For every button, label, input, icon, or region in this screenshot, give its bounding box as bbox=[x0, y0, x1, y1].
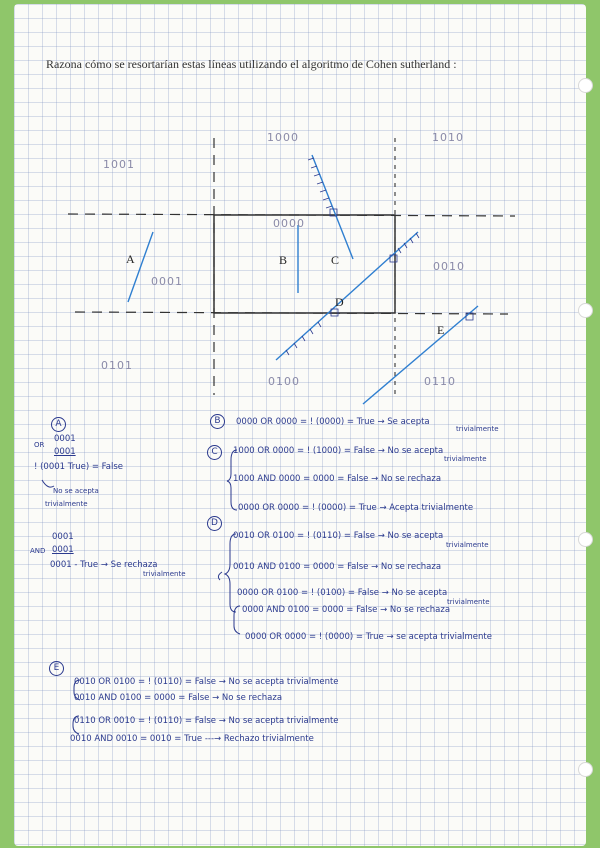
answer-e-line: 0010 OR 0100 = ! (0110) = False → No se acepta trivialmente bbox=[74, 677, 339, 687]
hand-arrow bbox=[42, 480, 54, 487]
answer-label-e: E bbox=[49, 661, 64, 676]
region-code-label: 0010 bbox=[433, 260, 465, 273]
line-label-a: A bbox=[126, 252, 135, 266]
brace bbox=[225, 534, 236, 612]
region-code-label: 0100 bbox=[268, 375, 300, 388]
answer-a-line: 0001 - True → Se rechaza bbox=[50, 560, 158, 570]
region-code-label: 1000 bbox=[267, 131, 299, 144]
answer-e-line: 0010 AND 0100 = 0000 = False → No se rechaza bbox=[74, 693, 283, 703]
line-label-c: C bbox=[331, 253, 340, 267]
region-code-label: 0000 bbox=[273, 217, 305, 230]
answer-b-line: trivialmente bbox=[456, 425, 499, 433]
region-code-label: 0001 bbox=[151, 275, 183, 288]
answer-c-line: 1000 OR 0000 = ! (1000) = False → No se acepta bbox=[233, 446, 444, 456]
operator-label: AND bbox=[30, 547, 46, 555]
answer-d-line: 0000 OR 0100 = ! (0100) = False → No se acepta bbox=[237, 588, 448, 598]
region-code-label: 0101 bbox=[101, 359, 133, 372]
answer-label-a: A bbox=[51, 417, 66, 432]
region-code-label: 1001 bbox=[103, 158, 135, 171]
brace bbox=[234, 606, 240, 634]
answer-c-line: 0000 OR 0000 = ! (0000) = True → Acepta trivialmente bbox=[238, 503, 474, 513]
answer-a-line: trivialmente bbox=[143, 570, 186, 578]
answer-d-line: trivialmente bbox=[447, 598, 490, 606]
answer-c-line: trivialmente bbox=[444, 455, 487, 463]
answer-a-line: 0001 bbox=[54, 434, 76, 444]
operator-label: OR bbox=[34, 441, 45, 449]
answer-d-line: 0010 OR 0100 = ! (0110) = False → No se acepta bbox=[233, 531, 444, 541]
line-label-b: B bbox=[279, 253, 288, 267]
line-label-d: D bbox=[335, 295, 344, 309]
region-code-label: 1010 bbox=[432, 131, 464, 144]
answer-c-line: 1000 AND 0000 = 0000 = False → No se rechaza bbox=[233, 474, 442, 484]
answer-a-line: 0001 bbox=[54, 447, 76, 457]
brace bbox=[227, 450, 237, 510]
answer-b-line: 0000 OR 0000 = ! (0000) = True → Se acepta bbox=[236, 417, 430, 427]
answer-d-line: 0010 AND 0100 = 0000 = False → No se rechaza bbox=[233, 562, 442, 572]
answer-d-line: trivialmente bbox=[446, 541, 489, 549]
region-code-label: 0110 bbox=[424, 375, 456, 388]
answer-label-c: C bbox=[207, 445, 222, 460]
answer-a-line: 0001 bbox=[52, 545, 74, 555]
answer-e-line: 0010 AND 0010 = 0010 = True ---→ Rechazo trivialmente bbox=[70, 734, 314, 744]
answer-label-d: D bbox=[207, 516, 222, 531]
exercise-title: Razona cómo se resortarían estas líneas utilizando el algoritmo de Cohen sutherland : bbox=[46, 57, 457, 71]
answer-d-line: 0000 OR 0000 = ! (0000) = True → se acepta trivialmente bbox=[245, 632, 492, 642]
answer-d-line: 0000 AND 0100 = 0000 = False → No se rechaza bbox=[242, 605, 451, 615]
answer-a-line: No se acepta bbox=[53, 487, 99, 495]
hand-arrow bbox=[218, 572, 222, 580]
answer-a-line: trivialmente bbox=[45, 500, 88, 508]
answer-a-line: 0001 bbox=[52, 532, 74, 542]
line-label-e: E bbox=[437, 323, 445, 337]
brace bbox=[74, 680, 80, 700]
answer-e-line: 0110 OR 0010 = ! (0110) = False → No se acepta trivialmente bbox=[74, 716, 339, 726]
brace bbox=[73, 716, 79, 734]
answer-label-b: B bbox=[210, 414, 225, 429]
answer-a-line: ! (0001 True) = False bbox=[34, 462, 123, 472]
